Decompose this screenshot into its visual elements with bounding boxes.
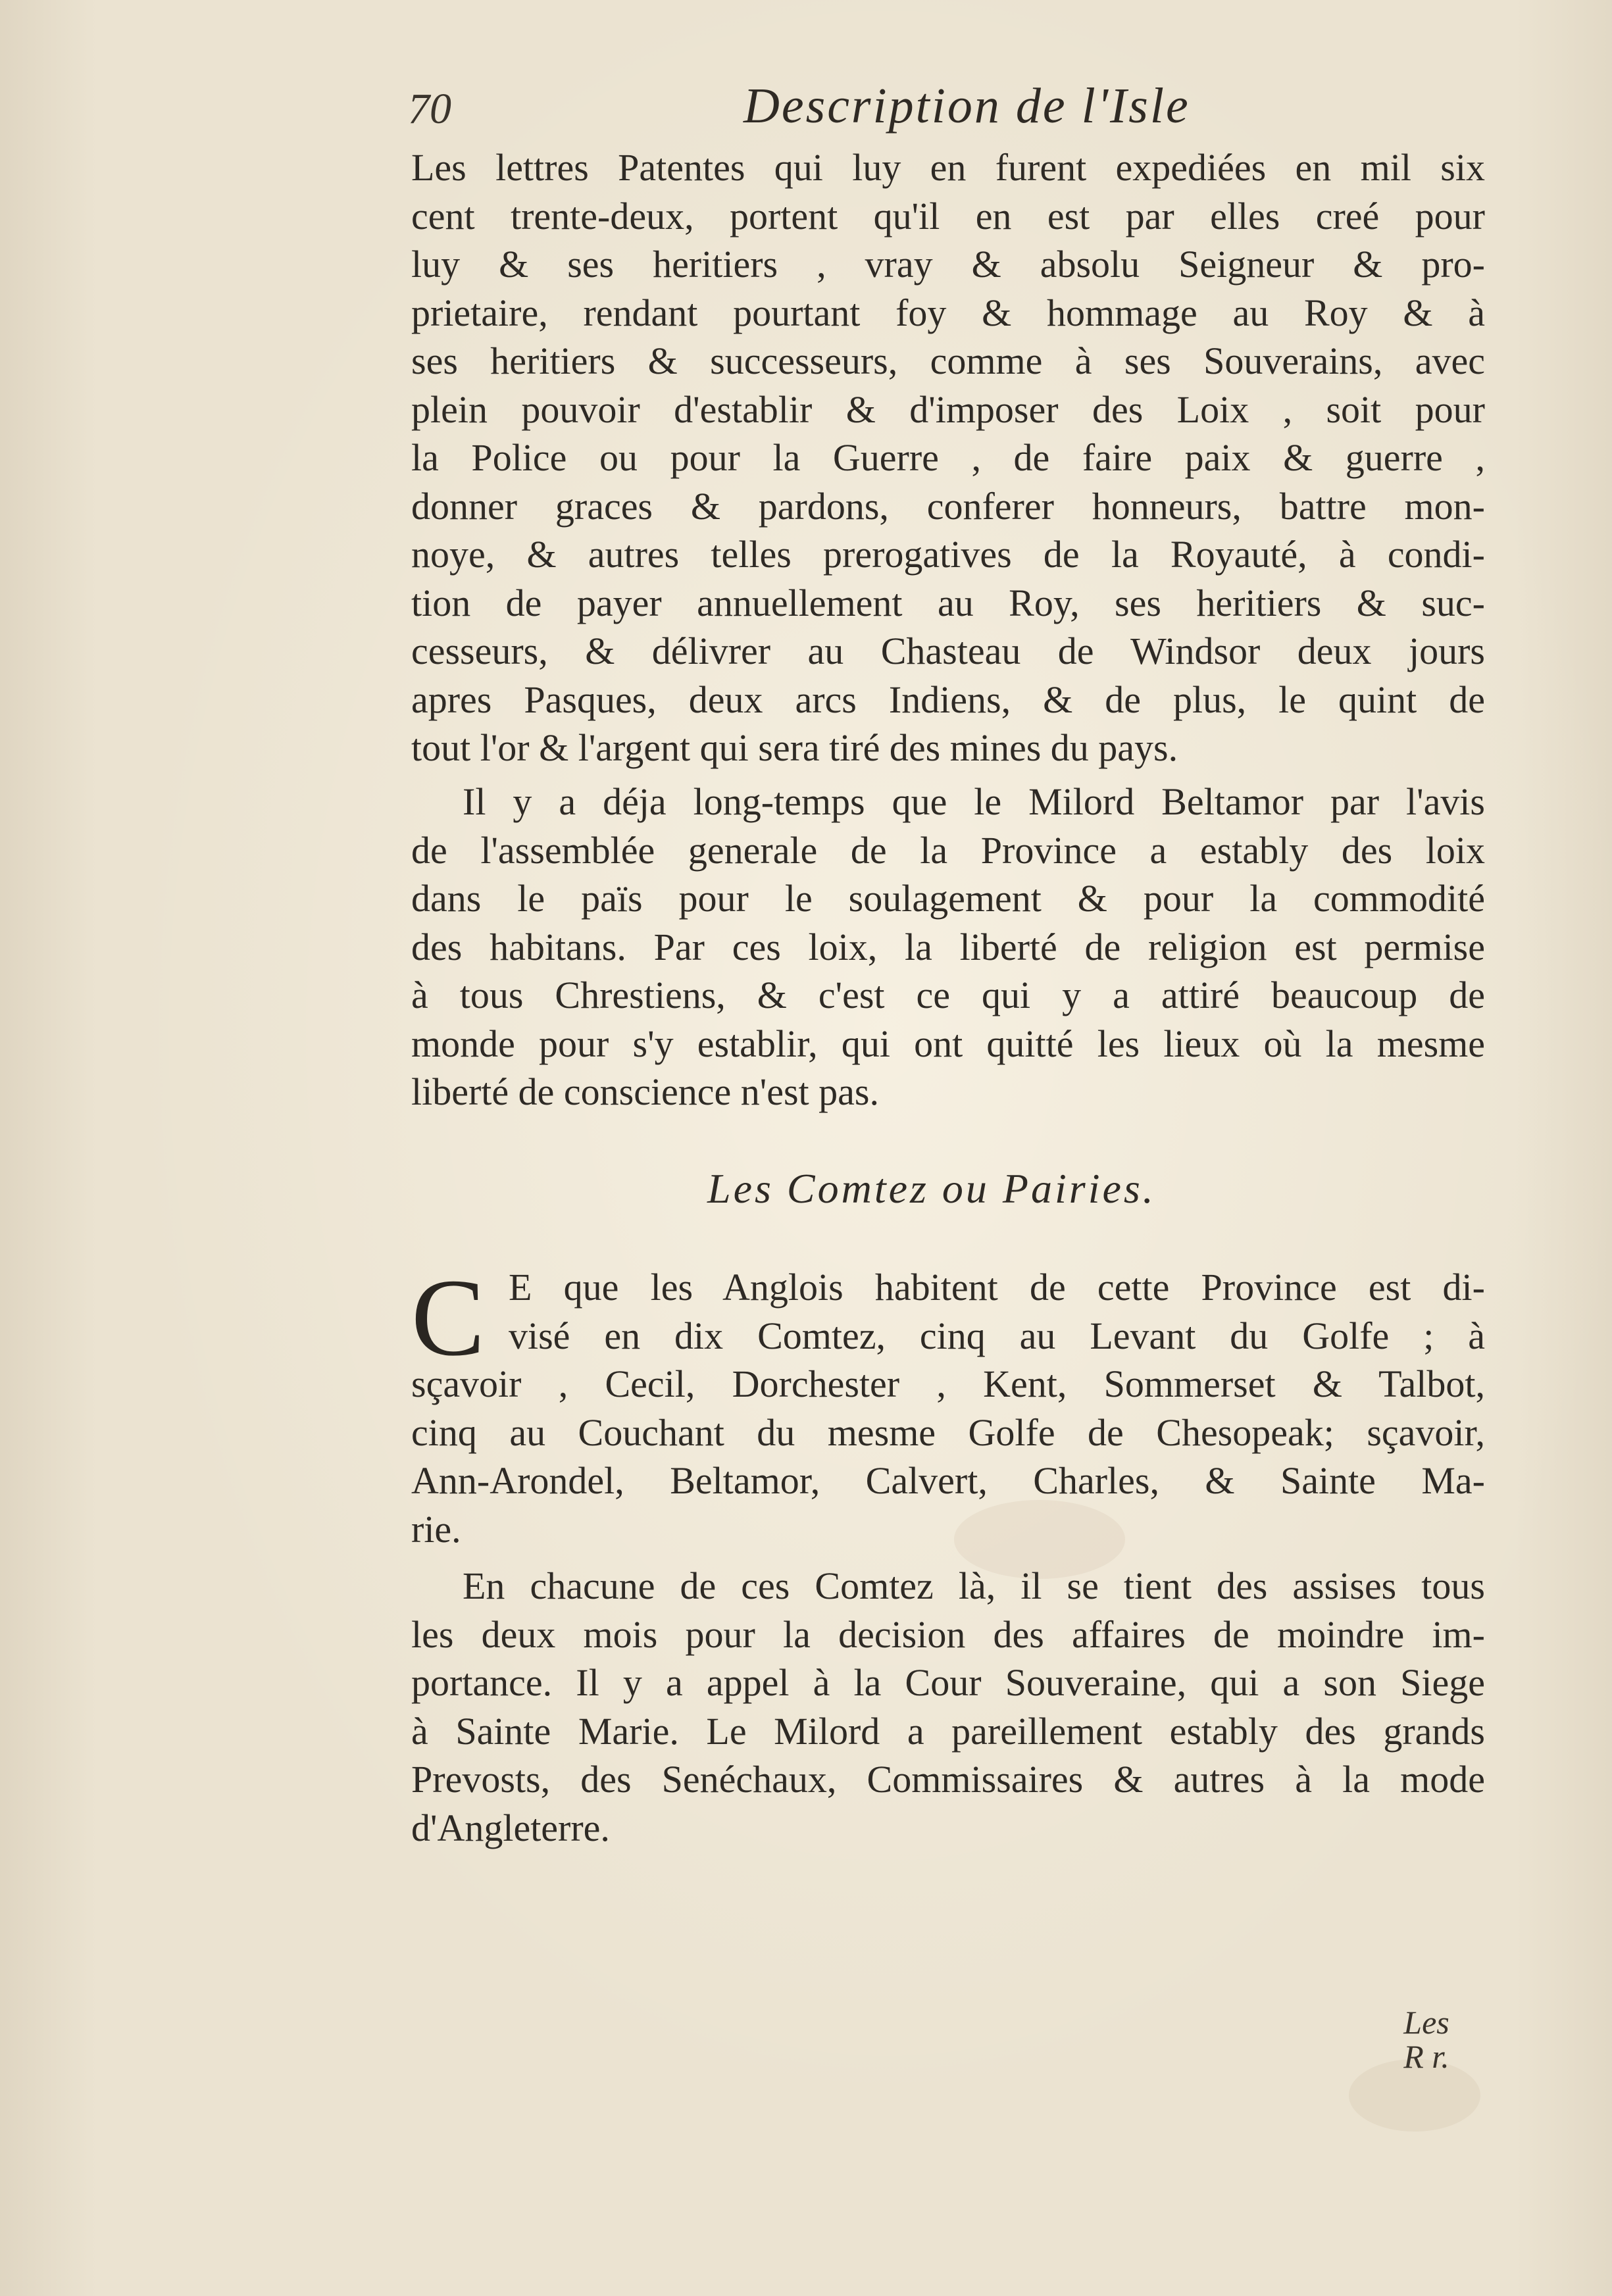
page-number: 70 xyxy=(408,85,451,133)
catchword-word: Les xyxy=(1403,2004,1449,2041)
running-head xyxy=(408,78,1487,150)
text-line: apres Pasques, deux arcs Indiens, & de plus, le quint de xyxy=(411,678,1485,721)
text-line: Ann-Arondel, Beltamor, Calvert, Charles, & Sainte Ma- xyxy=(411,1459,1485,1502)
text-line: liberté de conscience n'est pas. xyxy=(411,1070,879,1113)
text-line: prietaire, rendant pourtant foy & hommage au Roy & à xyxy=(411,291,1485,334)
text-line: monde pour s'y establir, qui ont quitté les lieux où la mesme xyxy=(411,1022,1485,1065)
text-line: d'Angleterre. xyxy=(411,1806,610,1849)
text-line: à Sainte Marie. Le Milord a pareillement estably des grands xyxy=(411,1709,1485,1753)
text-line: des habitans. Par ces loix, la liberté de religion est permise xyxy=(411,925,1485,968)
text-line: tion de payer annuellement au Roy, ses heritiers & suc- xyxy=(411,581,1485,624)
text-line: dans le païs pour le soulagement & pour la commodité xyxy=(411,877,1485,920)
paragraph-assizes xyxy=(411,1562,1485,1852)
text-line: E que les Anglois habitent de cette Province est di- xyxy=(509,1266,1485,1309)
text-line: les deux mois pour la decision des affaires de moindre im- xyxy=(411,1612,1485,1656)
text-line: En chacune de ces Comtez là, il se tient des assises tous xyxy=(463,1564,1485,1607)
text-line: plein pouvoir d'establir & d'imposer des Loix , soit pour xyxy=(411,387,1485,431)
text-line: Les lettres Patentes qui luy en furent expediées en mil six xyxy=(411,146,1485,189)
page-title: Description de l'Isle xyxy=(743,78,1190,134)
text-line: visé en dix Comtez, cinq au Levant du Golfe ; à xyxy=(509,1314,1485,1357)
signature-mark: R r. xyxy=(1403,2038,1449,2075)
text-line: cinq au Couchant du mesme Golfe de Chesopeak; sçavoir, xyxy=(411,1410,1485,1454)
text-line: à tous Chrestiens, & c'est ce qui y a attiré beaucoup de xyxy=(411,974,1485,1016)
text-line: Prevosts, des Senéchaux, Commissaires & autres à la mode xyxy=(411,1758,1485,1801)
section-heading: Les Comtez ou Pairies. xyxy=(707,1165,1156,1212)
text-line: donner graces & pardons, conferer honneurs, battre mon- xyxy=(411,484,1485,528)
drop-cap: C xyxy=(411,1257,486,1379)
text-line: cesseurs, & délivrer au Chasteau de Windsor deux jours xyxy=(411,630,1485,672)
text-line: cent trente-deux, portent qu'il en est par elles creé pour xyxy=(411,194,1485,237)
paragraph-counties xyxy=(411,1257,1485,1553)
text-line: noye, & autres telles prerogatives de la Royauté, à condi- xyxy=(411,533,1485,576)
text-line: la Police ou pour la Guerre , de faire paix & guerre , xyxy=(411,436,1485,479)
text-line: de l'assemblée generale de la Province a estably des loix xyxy=(411,828,1485,872)
text-line: portance. Il y a appel à la Cour Souveraine, qui a son Siege xyxy=(411,1661,1485,1704)
text-line: rie. xyxy=(411,1507,461,1551)
text-line: sçavoir , Cecil, Dorchester , Kent, Sommerset & Talbot, xyxy=(411,1362,1485,1405)
paragraph-laws xyxy=(411,778,1485,1116)
text-line: ses heritiers & successeurs, comme à ses Souverains, avec xyxy=(411,339,1485,382)
paragraph-patent-letters xyxy=(411,143,1485,772)
text-line: luy & ses heritiers , vray & absolu Seigneur & pro- xyxy=(411,243,1485,286)
text-line: tout l'or & l'argent qui sera tiré des mines du pays. xyxy=(411,726,1178,769)
text-line: Il y a déja long-temps que le Milord Beltamor par l'avis xyxy=(463,780,1485,823)
catchword xyxy=(1387,2005,1466,2074)
